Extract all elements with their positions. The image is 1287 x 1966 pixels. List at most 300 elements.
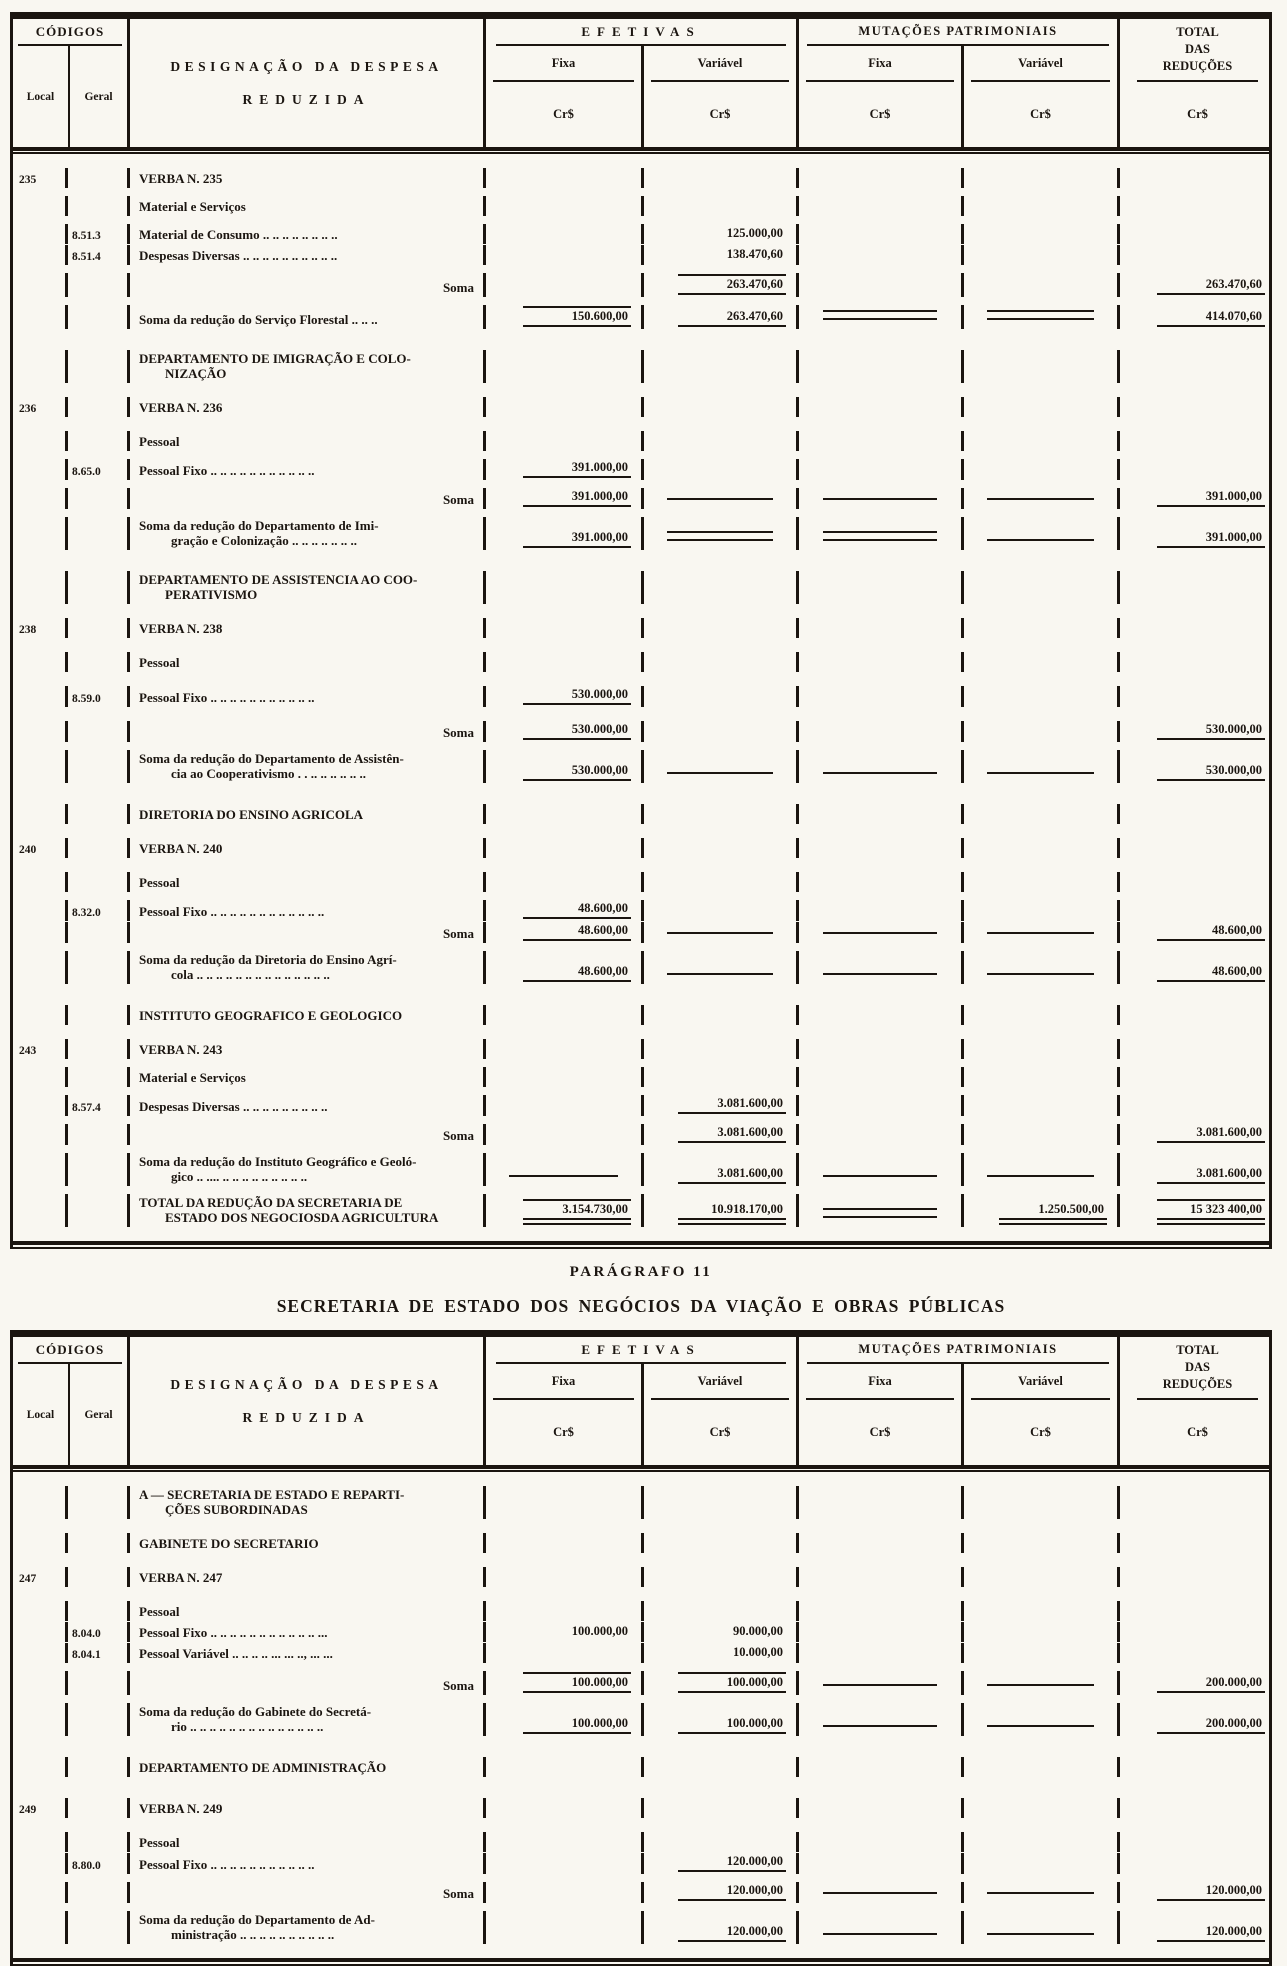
empty-amount-rule — [823, 1892, 937, 1894]
designation-cell — [130, 397, 486, 417]
total-line: REDUÇÕES — [1162, 1377, 1233, 1391]
table-body — [13, 1486, 1269, 1958]
row-amount-cell — [486, 1533, 644, 1553]
amount-value: 530.000,00 — [1157, 763, 1265, 781]
row-amount-cell — [644, 1039, 799, 1059]
local-code-cell: 238 — [13, 618, 68, 638]
designation-cell — [130, 1567, 486, 1587]
geral-column-header: Geral — [68, 1364, 127, 1465]
designation-cell — [130, 273, 486, 297]
amount-value: 263.470,60 — [1157, 277, 1265, 295]
subcolumn-fixa — [799, 1364, 964, 1465]
designation-cell — [130, 900, 486, 921]
total-reducoes-lines — [1137, 24, 1258, 82]
designation-line: VERBA N. 235 — [139, 171, 223, 186]
table-row — [13, 1853, 1269, 1874]
row-amount-cell — [1120, 1095, 1275, 1116]
geral-code-cell: 8.04.1 — [68, 1643, 130, 1663]
local-code-cell — [13, 1882, 68, 1903]
amount-value: 263.470,60 — [678, 274, 786, 295]
local-code-cell: 243 — [13, 1039, 68, 1059]
currency-unit-label: Cr$ — [553, 107, 574, 121]
geral-code-cell — [68, 488, 130, 509]
subcolumn-variavel — [644, 46, 796, 147]
row-amount-cell — [799, 168, 964, 188]
empty-amount-rule — [667, 498, 774, 500]
row-amount-cell — [799, 1095, 964, 1116]
row-amount-cell — [964, 459, 1120, 480]
table-row — [13, 1124, 1269, 1145]
row-amount-cell — [486, 1095, 644, 1116]
row-amount-cell — [964, 1911, 1120, 1944]
designacao-line2: REDUZIDA — [242, 1409, 371, 1425]
table-row — [13, 951, 1269, 984]
currency-unit-label: Cr$ — [709, 107, 731, 121]
row-amount-cell — [486, 804, 644, 824]
amount-value: 15 323 400,00 — [1157, 1199, 1265, 1225]
designation-cell — [130, 686, 486, 707]
amount-value: 414.070,60 — [1157, 309, 1265, 327]
table-body — [13, 168, 1269, 1241]
local-code-cell — [13, 571, 68, 604]
designation-cell — [130, 1832, 486, 1852]
local-code-cell — [13, 488, 68, 509]
geral-code-cell — [68, 431, 130, 451]
table-top-rule — [13, 1330, 1269, 1337]
local-code-cell — [13, 1703, 68, 1736]
table-row — [13, 350, 1269, 383]
row-amount-cell — [644, 517, 799, 550]
row-amount-cell — [799, 1911, 964, 1944]
fixa-column-header: Fixa — [493, 1364, 634, 1400]
total-line: REDUÇÕES — [1162, 59, 1233, 73]
designation-cell — [130, 1911, 486, 1944]
designation-line: Pessoal Fixo .. .. .. .. .. .. .. .. .. .. .. — [139, 690, 315, 705]
geral-code-cell — [68, 273, 130, 297]
codigos-subcolumns — [13, 46, 127, 147]
geral-code-cell — [68, 1757, 130, 1777]
designation-cell — [130, 1622, 486, 1642]
designation-line: A — SECRETARIA DE ESTADO E REPARTI- — [139, 1487, 405, 1502]
row-amount-cell — [1120, 196, 1275, 216]
row-amount-cell — [799, 431, 964, 451]
row-amount-cell — [964, 488, 1120, 509]
local-code-cell: 247 — [13, 1567, 68, 1587]
efetivas-column-group — [486, 19, 799, 147]
table-row — [13, 1798, 1269, 1818]
row-amount-cell — [486, 273, 644, 297]
row-amount-cell — [486, 397, 644, 417]
designacao-line1: DESIGNAÇÃO DA DESPESA — [170, 58, 443, 74]
row-amount-cell — [799, 652, 964, 672]
geral-code-cell — [68, 1882, 130, 1903]
row-amount-cell — [486, 1567, 644, 1587]
subcolumn-variavel — [964, 46, 1117, 147]
row-amount-cell — [644, 900, 799, 921]
row-amount-cell — [1120, 1067, 1275, 1087]
designation-line: VERBA N. 247 — [139, 1570, 223, 1585]
local-code-cell — [13, 1622, 68, 1642]
row-amount-cell — [799, 686, 964, 707]
table-header — [13, 19, 1269, 147]
designation-line: Pessoal — [139, 655, 180, 670]
geral-code-cell: 8.80.0 — [68, 1853, 130, 1874]
table-row — [13, 652, 1269, 672]
designation-cell — [130, 1486, 486, 1519]
row-amount-cell — [644, 951, 799, 984]
codigos-header-label: CÓDIGOS — [18, 1337, 122, 1364]
designation-cell — [130, 922, 486, 943]
table-row — [13, 305, 1269, 329]
row-amount-cell — [486, 350, 644, 383]
row-amount-cell — [1120, 1533, 1275, 1553]
geral-code-cell — [68, 1798, 130, 1818]
efetivas-column-group — [486, 1337, 799, 1465]
row-amount-cell — [964, 804, 1120, 824]
amount-value: 3.081.600,00 — [678, 1125, 786, 1143]
row-amount-cell — [964, 652, 1120, 672]
row-amount-cell — [644, 686, 799, 707]
row-amount-cell — [486, 224, 644, 244]
table-row — [13, 1671, 1269, 1695]
amount-value: 200.000,00 — [1157, 1716, 1265, 1734]
designacao-line2: REDUZIDA — [242, 91, 371, 107]
row-amount-cell — [486, 1882, 644, 1903]
row-amount-cell — [964, 1153, 1120, 1186]
row-amount-cell — [964, 168, 1120, 188]
row-amount-cell — [964, 397, 1120, 417]
designation-cell — [130, 245, 486, 265]
designation-cell — [130, 196, 486, 216]
empty-amount-rule — [987, 1175, 1094, 1177]
local-code-cell — [13, 804, 68, 824]
geral-code-cell: 8.65.0 — [68, 459, 130, 480]
designation-line: Soma — [442, 1128, 474, 1143]
row-amount-cell — [799, 1853, 964, 1874]
currency-unit-label: Cr$ — [1187, 107, 1208, 121]
designacao-line1: DESIGNAÇÃO DA DESPESA — [170, 1376, 443, 1392]
table-row — [13, 1882, 1269, 1903]
designation-cell — [130, 431, 486, 451]
designation-line: Soma da redução do Departamento de Ad- — [139, 1912, 375, 1927]
row-amount-cell — [964, 1832, 1120, 1852]
geral-code-cell: 8.57.4 — [68, 1095, 130, 1116]
empty-amount-rule — [987, 932, 1094, 934]
variavel-column-header: Variável — [651, 1364, 789, 1400]
table-row — [13, 804, 1269, 824]
amount-value: 3.081.600,00 — [1157, 1166, 1265, 1184]
table-row — [13, 1911, 1269, 1944]
mutacoes-column-group-subcolumns — [799, 1364, 1117, 1465]
designation-cell — [130, 1039, 486, 1059]
row-amount-cell — [799, 1194, 964, 1227]
amount-value: 530.000,00 — [1157, 722, 1265, 740]
row-amount-cell — [644, 1643, 799, 1663]
row-amount-cell — [964, 431, 1120, 451]
row-amount-cell — [799, 350, 964, 383]
row-amount-cell — [1120, 1601, 1275, 1621]
empty-amount-rule — [509, 1175, 618, 1177]
codigos-subcolumns — [13, 1364, 127, 1465]
section-title: SECRETARIA DE ESTADO DOS NEGÓCIOS DA VIAÇÃO E OBRAS PÚBLICAS — [276, 1296, 1006, 1316]
geral-code-cell — [68, 517, 130, 550]
row-amount-cell — [964, 1194, 1120, 1227]
row-amount-cell — [799, 1671, 964, 1695]
empty-amount-rule — [987, 1725, 1094, 1727]
empty-amount-rule — [823, 1933, 937, 1935]
table-row — [13, 838, 1269, 858]
total-reducoes-column-header — [1120, 19, 1275, 147]
amount-value: 3.154.730,00 — [523, 1199, 631, 1225]
mutacoes-column-group — [799, 19, 1120, 147]
designation-cell — [130, 517, 486, 550]
table-row — [13, 1039, 1269, 1059]
amount-value: 100.000,00 — [523, 1716, 631, 1734]
local-code-cell — [13, 1643, 68, 1663]
table-row — [13, 1567, 1269, 1587]
designation-line: Soma da redução do Departamento de Imi- — [139, 518, 379, 533]
row-amount-cell — [486, 721, 644, 742]
designation-line: NIZAÇÃO — [165, 366, 227, 381]
designation-line: Pessoal Fixo .. .. .. .. .. .. .. .. .. .. .. ... — [139, 1625, 328, 1640]
row-amount-cell — [1120, 652, 1275, 672]
designation-cell — [130, 1153, 486, 1186]
designation-line: Pessoal Fixo .. .. .. .. .. .. .. .. .. .. .. .. — [139, 904, 325, 919]
designation-line: Despesas Diversas .. .. .. .. .. .. .. .. .. — [139, 1099, 328, 1114]
local-code-cell — [13, 1194, 68, 1227]
amount-value: 10.000,00 — [733, 1645, 783, 1659]
row-amount-cell — [799, 1832, 964, 1852]
local-code-cell — [13, 224, 68, 244]
row-amount-cell — [486, 1853, 644, 1874]
row-amount-cell — [644, 350, 799, 383]
empty-amount-rule — [823, 1684, 937, 1686]
efetivas-column-group-subcolumns — [486, 1364, 796, 1465]
header-body-divider-rule — [13, 1465, 1269, 1472]
row-amount-cell — [1120, 900, 1275, 921]
empty-amount-rule — [823, 772, 937, 774]
empty-amount-rule — [987, 498, 1094, 500]
row-amount-cell — [644, 1533, 799, 1553]
designation-line: Soma da redução do Gabinete do Secretá- — [139, 1704, 372, 1719]
empty-amount-rule — [667, 932, 774, 934]
row-amount-cell — [1120, 721, 1275, 742]
amount-value: 391.000,00 — [1157, 489, 1265, 507]
row-amount-cell — [964, 872, 1120, 892]
row-amount-cell — [644, 1882, 799, 1903]
amount-value: 120.000,00 — [678, 1883, 786, 1901]
designation-line: Soma da redução da Diretoria do Ensino Agrí- — [139, 952, 397, 967]
row-amount-cell — [799, 488, 964, 509]
row-amount-cell — [964, 245, 1120, 265]
row-amount-cell — [644, 804, 799, 824]
row-amount-cell — [1120, 1757, 1275, 1777]
geral-code-cell — [68, 951, 130, 984]
local-code-cell — [13, 517, 68, 550]
row-amount-cell — [486, 1601, 644, 1621]
designation-cell — [130, 1703, 486, 1736]
empty-amount-rule — [667, 973, 774, 975]
row-amount-cell — [644, 1622, 799, 1642]
row-amount-cell — [799, 838, 964, 858]
local-code-cell — [13, 872, 68, 892]
geral-code-cell — [68, 1832, 130, 1852]
row-amount-cell — [1120, 350, 1275, 383]
amount-value: 263.470,60 — [678, 309, 786, 327]
amount-value: 530.000,00 — [523, 687, 631, 705]
row-amount-cell — [1120, 1153, 1275, 1186]
designation-line: Pessoal — [139, 1835, 180, 1850]
row-amount-cell — [964, 1757, 1120, 1777]
local-code-cell: 235 — [13, 168, 68, 188]
row-amount-cell — [799, 900, 964, 921]
designation-line: Soma da redução do Serviço Florestal .. .. .. — [139, 312, 378, 327]
geral-code-cell — [68, 750, 130, 783]
designation-line: Material e Serviços — [139, 1070, 246, 1085]
row-amount-cell — [799, 804, 964, 824]
row-amount-cell — [964, 1005, 1120, 1025]
row-amount-cell — [486, 1124, 644, 1145]
row-amount-cell — [799, 721, 964, 742]
geral-code-cell: 8.51.4 — [68, 245, 130, 265]
designation-line: Pessoal Variável .. .. .. .. ... ... .., ... ... — [139, 1646, 333, 1661]
row-amount-cell — [486, 922, 644, 943]
row-amount-cell — [1120, 224, 1275, 244]
row-amount-cell — [799, 1643, 964, 1663]
row-amount-cell — [964, 571, 1120, 604]
designation-line: GABINETE DO SECRETARIO — [139, 1536, 319, 1551]
designation-line: cola .. .. .. .. .. .. .. .. .. .. .. .. .. .. — [171, 967, 330, 982]
amount-value: 10.918.170,00 — [678, 1202, 786, 1225]
designation-line: Soma — [442, 1678, 474, 1693]
row-amount-cell — [1120, 459, 1275, 480]
empty-amount-rule — [823, 531, 937, 541]
local-code-cell — [13, 1067, 68, 1087]
designation-line: PERATIVISMO — [165, 587, 258, 602]
local-code-cell — [13, 652, 68, 672]
row-amount-cell — [486, 488, 644, 509]
geral-code-cell — [68, 168, 130, 188]
table-row — [13, 273, 1269, 297]
designation-cell — [130, 350, 486, 383]
subcolumn-fixa — [799, 46, 964, 147]
row-amount-cell — [644, 750, 799, 783]
variavel-column-header: Variável — [651, 46, 789, 82]
currency-unit-label: Cr$ — [553, 1425, 574, 1439]
table-row — [13, 1757, 1269, 1777]
row-amount-cell — [644, 196, 799, 216]
local-code-cell — [13, 459, 68, 480]
amount-value: 120.000,00 — [1157, 1924, 1265, 1942]
amount-value: 48.600,00 — [523, 923, 631, 941]
designation-cell — [130, 1005, 486, 1025]
row-amount-cell — [644, 1671, 799, 1695]
row-amount-cell — [964, 1601, 1120, 1621]
amount-value: 391.000,00 — [1157, 530, 1265, 548]
row-amount-cell — [964, 196, 1120, 216]
amount-value: 100.000,00 — [523, 1672, 631, 1693]
row-amount-cell — [644, 721, 799, 742]
designation-cell — [130, 804, 486, 824]
header-body-divider-rule — [13, 147, 1269, 154]
geral-code-cell: 8.51.3 — [68, 224, 130, 244]
table-row — [13, 1153, 1269, 1186]
empty-amount-rule — [823, 932, 937, 934]
local-code-cell — [13, 1095, 68, 1116]
amount-value: 100.000,00 — [571, 1624, 628, 1638]
row-amount-cell — [486, 750, 644, 783]
viacao-obras-reduction-table — [10, 1330, 1272, 1966]
local-code-cell — [13, 1124, 68, 1145]
local-column-header: Local — [26, 90, 55, 103]
geral-code-cell — [68, 1067, 130, 1087]
row-amount-cell — [799, 273, 964, 297]
local-code-cell — [13, 922, 68, 943]
designation-cell — [130, 838, 486, 858]
row-amount-cell — [799, 196, 964, 216]
local-column-header: Local — [26, 1408, 55, 1421]
amount-value: 125.000,00 — [726, 226, 783, 240]
designation-line: rio .. .. .. .. .. .. .. .. .. .. .. .. .. .. — [171, 1719, 324, 1734]
row-amount-cell — [1120, 838, 1275, 858]
table-row — [13, 872, 1269, 892]
designation-line: Soma da redução do Instituto Geográfico e Geoló- — [139, 1154, 417, 1169]
designation-line: Material de Consumo .. .. .. .. .. .. .. .. — [139, 227, 338, 242]
amount-value: 391.000,00 — [523, 530, 631, 548]
row-amount-cell — [964, 1567, 1120, 1587]
local-code-cell — [13, 431, 68, 451]
amount-value: 530.000,00 — [523, 763, 631, 781]
row-amount-cell — [1120, 1005, 1275, 1025]
table-row — [13, 459, 1269, 480]
currency-unit-label: Cr$ — [709, 1425, 731, 1439]
row-amount-cell — [644, 1853, 799, 1874]
designation-cell — [130, 1067, 486, 1087]
codigos-column-group — [13, 19, 130, 147]
empty-amount-rule — [987, 973, 1094, 975]
mutacoes-column-group — [799, 1337, 1120, 1465]
row-amount-cell — [1120, 1911, 1275, 1944]
row-amount-cell — [644, 431, 799, 451]
table-row — [13, 721, 1269, 742]
local-code-cell — [13, 1832, 68, 1852]
amount-value: 200.000,00 — [1157, 1675, 1265, 1693]
row-amount-cell — [964, 750, 1120, 783]
row-amount-cell — [644, 305, 799, 329]
local-code-cell — [13, 750, 68, 783]
subcolumn-fixa — [486, 46, 644, 147]
row-amount-cell — [799, 1486, 964, 1519]
designation-cell — [130, 750, 486, 783]
row-amount-cell — [644, 488, 799, 509]
row-amount-cell — [486, 951, 644, 984]
table-bottom-rule — [13, 1241, 1269, 1249]
row-amount-cell — [486, 305, 644, 329]
amount-value: 120.000,00 — [678, 1924, 786, 1942]
row-amount-cell — [486, 652, 644, 672]
table-row — [13, 517, 1269, 550]
designation-cell — [130, 872, 486, 892]
geral-code-cell — [68, 1153, 130, 1186]
row-amount-cell — [644, 872, 799, 892]
empty-amount-rule — [987, 1933, 1094, 1935]
row-amount-cell — [1120, 750, 1275, 783]
designation-line: DEPARTAMENTO DE ASSISTENCIA AO COO- — [139, 572, 418, 587]
paragraph-label: PARÁGRAFO 11 — [569, 1264, 713, 1280]
row-amount-cell — [644, 618, 799, 638]
local-code-cell — [13, 1853, 68, 1874]
amount-value: 138.470,60 — [726, 247, 783, 261]
